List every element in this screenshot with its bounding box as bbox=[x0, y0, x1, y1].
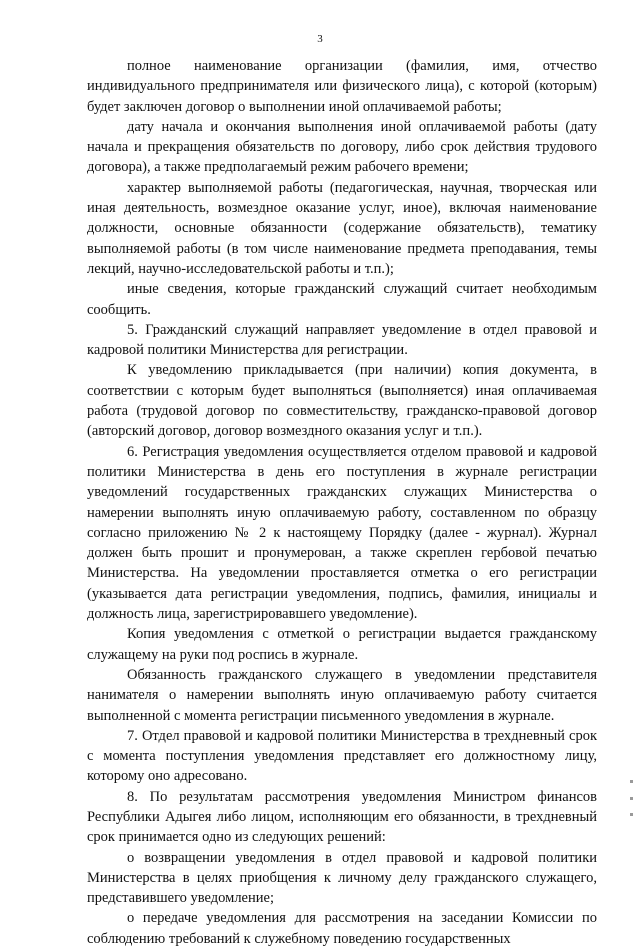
paragraph-copy-issued: Копия уведомления с отметкой о регистрации выдается гражданскому служащему на руки под роспись в журнале. bbox=[87, 626, 597, 663]
paragraph-attachment: К уведомлению прикладывается (при наличии) копия документа, в соответствии с которым будет выполняться (выполняется) иная оплачиваемая работа (трудовой договор по совместительству, гражданско-правовой договор (авторский договор, договор возмездного оказания услуг и т.п.). bbox=[87, 362, 597, 440]
scan-margin-mark bbox=[630, 780, 634, 816]
paragraph-item-7: 7. Отдел правовой и кадровой политики Министерства в трехдневный срок с момента поступления уведомления представляет его должностному лицу, которому оно адресовано. bbox=[87, 727, 597, 785]
paragraph-organization-name: полное наименование организации (фамилия, имя, отчество индивидуального предпринимателя или физического лица), с которой (которым) будет заключен договор о выполнении иной оплачиваемой работы; bbox=[87, 58, 597, 115]
paragraph-item-5: 5. Гражданский служащий направляет уведомление в отдел правовой и кадровой политики Министерства для регистрации. bbox=[87, 321, 597, 359]
scan-dot bbox=[630, 797, 633, 800]
paragraph-other-info: иные сведения, которые гражданский служащий считает необходимым сообщить. bbox=[87, 281, 597, 318]
document-body bbox=[87, 56, 597, 949]
paragraph-item-8: 8. По результатам рассмотрения уведомления Министром финансов Республики Адыгея либо лицом, исполняющим его обязанности, в трехдневный срок принимается одно из следующих решений: bbox=[87, 788, 597, 846]
paragraph-obligation-fulfilled: Обязанность гражданского служащего в уведомлении представителя нанимателя о намерении выполнять иную оплачиваемую работу считается выполненной с момента регистрации письменного уведомления в журнале. bbox=[87, 666, 597, 724]
paragraph-decision-commission: о передаче уведомления для рассмотрения на заседании Комиссии по соблюдению требований к служебному поведению государственных bbox=[87, 910, 597, 947]
scan-dot bbox=[630, 813, 633, 816]
page-number: 3 bbox=[317, 33, 323, 45]
paragraph-work-dates: дату начала и окончания выполнения иной оплачиваемой работы (дату начала и прекращения обязательств по договору, либо срок действия трудового договора), а также предполагаемый режим рабочего времени; bbox=[87, 118, 597, 176]
paragraph-work-character: характер выполняемой работы (педагогическая, научная, творческая или иная деятельность, возмездное оказание услуг, иное), включая наименование должности, основные обязанности (содержание обязательств), тематику выполняемой работы (в том числе наименование предмета преподавания, темы лекций, научно-исследовательской работы и т.п.); bbox=[87, 179, 597, 277]
paragraph-item-6: 6. Регистрация уведомления осуществляется отделом правовой и кадровой политики Министерства в день его поступления в журнале регистрации уведомлений государственных гражданских служащих Министерства о намерении выполнять иную оплачиваемую работу, составленном по образцу согласно приложению № 2 к настоящему Порядку (далее - журнал). Журнал должен быть прошит и пронумерован, а также скреплен гербовой печатью Министерства. На уведомлении проставляется отметка о его регистрации (указывается дата регистрации уведомления, подпись, фамилия, инициалы и должность лица, зарегистрировавшего уведомление). bbox=[87, 443, 597, 623]
paragraph-decision-return: о возвращении уведомления в отдел правовой и кадровой политики Министерства в целях приобщения к личному делу гражданского служащего, представившего уведомление; bbox=[87, 849, 597, 907]
scan-dot bbox=[630, 780, 633, 783]
